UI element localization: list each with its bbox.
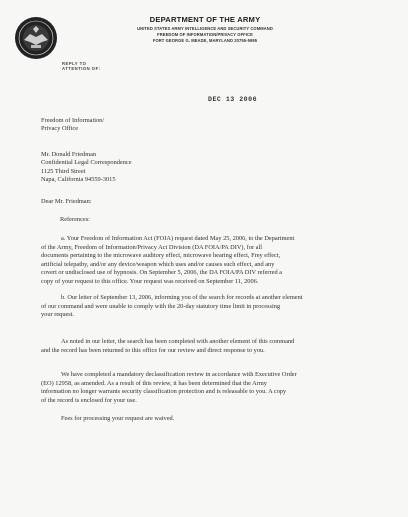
letterhead-office-line: FREEDOM OF INFORMATION/PRIVACY OFFICE [157, 32, 253, 37]
paragraph-noted [41, 338, 371, 355]
paragraph-line: information no longer warrants security classification protection and is releasable to you. A copy [41, 388, 287, 396]
letterhead-title: DEPARTMENT OF THE ARMY [149, 15, 261, 24]
recipient-name: Mr. Donald Friedman [41, 151, 97, 158]
paragraph-line: of the Army, Freedom of Information/Privacy Act Division (DA FOIA/PA DIV), for all [41, 243, 263, 251]
recipient-city: Napa, California 94559-3015 [41, 176, 116, 183]
references-heading: References: [60, 216, 90, 223]
paragraph-line: As noted in our letter, the search has been completed with another element of this command [61, 338, 295, 345]
paragraph-line: documents pertaining to the microwave auditory effect, microwave hearing effect, Frey effect, [41, 252, 281, 260]
paragraph-line: a. Your Freedom of Information Act (FOIA) request dated May 25, 2006, to the Department [61, 235, 295, 242]
department-of-the-army-seal-icon [14, 16, 58, 60]
sender-office-line: Freedom of Information/ [41, 117, 105, 124]
paragraph-line: We have completed a mandatory declassification review in accordance with Executive Order [61, 371, 297, 378]
paragraph-line: (EO) 12958, as amended. As a result of this review, it has been determined that the Army [41, 379, 267, 387]
paragraph-a [41, 235, 371, 287]
recipient-street: 1125 Third Street [41, 168, 86, 175]
paragraph-b [41, 294, 371, 320]
paragraph-line: artificial telepathy, and/or any device/weapon which uses and/or causes such effect, and any [41, 260, 275, 268]
recipient-line: Confidential Legal Correspondence [41, 159, 132, 166]
paragraph-line: of the record is enclosed for your use. [41, 396, 137, 404]
reply-to-label [62, 61, 101, 71]
paragraph-line: your request. [41, 311, 75, 319]
paragraph-line: and the record has been returned to this office for our review and direct response to you. [41, 346, 265, 354]
letter-date-stamp: DEC 13 2006 [208, 96, 258, 103]
paragraph-review [41, 371, 371, 405]
paragraph-line: Fees for processing your request are waived. [61, 415, 175, 422]
letterhead-address-line: FORT GEORGE G. MEADE, MARYLAND 20755-5995 [152, 38, 258, 43]
salutation: Dear Mr. Friedman: [41, 198, 92, 205]
reply-to-line: REPLY TO [62, 61, 87, 66]
sender-office-line: Privacy Office [41, 125, 79, 132]
paragraph-line: copy of your request to this office. Your request was received on September 11, 2006. [41, 277, 259, 285]
attention-of-line: ATTENTION OF: [62, 66, 101, 71]
paragraph-line: b. Our letter of September 13, 2006, informing you of the search for records at another element [61, 294, 303, 301]
letterhead-command-line: UNITED STATES ARMY INTELLIGENCE AND SECURITY COMMAND [137, 26, 273, 31]
paragraph-line: covert or undisclosed use of hypnosis. On September 5, 2006, the DA FOIA/PA DIV referred a [41, 269, 283, 277]
paragraph-line: of our command and were unable to comply with the 20-day statutory time limit in processing [41, 302, 281, 310]
paragraph-fees [41, 415, 371, 424]
